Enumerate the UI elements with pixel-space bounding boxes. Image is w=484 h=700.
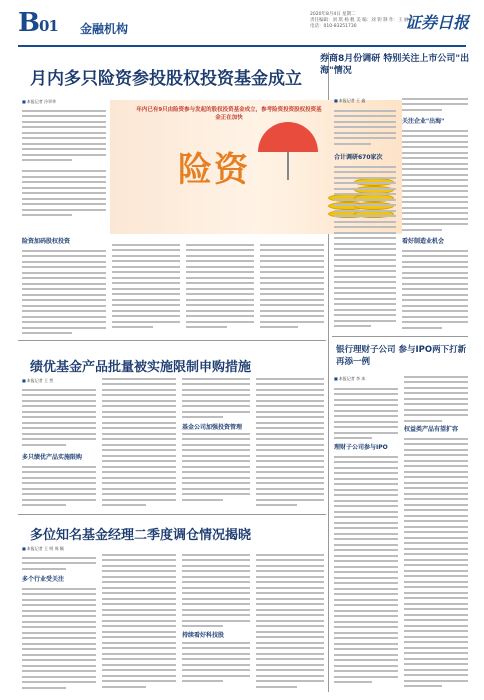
article1-subhead: 险资加码股权投资 — [22, 238, 71, 245]
side-body-col2c — [402, 246, 468, 332]
side-body-col1b — [334, 162, 396, 332]
side-subhead-1: 合计调研670家次 — [334, 154, 383, 161]
article4-subhead-1: 多个行业受关注 — [22, 576, 65, 583]
side-body-col2b — [402, 126, 468, 234]
section-name: 金融机构 — [80, 22, 129, 36]
article1-headline: 月内多只险资参投股权投资基金成立 — [30, 69, 302, 89]
article4-body-col1 — [22, 553, 96, 571]
section-divider — [332, 336, 468, 337]
article1-body-col1b — [22, 246, 106, 336]
article4-body-col2 — [102, 550, 176, 692]
illustration-word: 险资 — [178, 150, 250, 190]
article4-body-col1b — [22, 584, 96, 692]
article3-body-col2 — [404, 372, 468, 422]
article1-body-col3 — [186, 240, 254, 336]
article2-body-col3 — [182, 374, 250, 510]
article4-byline: ■ 本报记者 王 明 周 颖 — [22, 546, 64, 552]
article3-body-col1 — [334, 384, 398, 440]
article1-byline: ■ 本报记者 冷翠华 — [22, 99, 56, 105]
article2-byline: ■ 本报记者 王 然 — [22, 378, 53, 384]
paper-logo: 证券日报 — [405, 13, 470, 32]
section-divider — [18, 340, 326, 341]
illustration-caption: 年内已有9只由险资参与发起的股权投资基金成立，参考险资投资股权投资基金正在加快 — [136, 107, 322, 121]
article1-body-col2 — [112, 240, 180, 336]
article2-headline: 绩优基金产品批量被实施限制申购措施 — [30, 360, 252, 375]
masthead — [0, 0, 484, 46]
article4-subhead-2: 持续看好科技股 — [182, 632, 225, 639]
article2-body-col4 — [256, 374, 324, 510]
article3-subhead-1: 理财子公司参与IPO — [334, 444, 388, 451]
article4-body-col3 — [182, 550, 250, 692]
umbrella-handle — [287, 152, 289, 180]
article2-subhead-2: 基金公司加强投资管理 — [182, 424, 243, 431]
side-subhead-2: 关注企业"出海" — [402, 118, 445, 125]
side-body-col2 — [402, 94, 468, 114]
article3-byline: ■ 本报记者 李 冰 — [334, 376, 365, 382]
umbrella-graphic — [258, 122, 318, 152]
article3-body-col1b — [334, 452, 398, 692]
article1-body-col1 — [22, 106, 106, 230]
article4-body-col4 — [256, 550, 324, 692]
article2-body-col2 — [102, 374, 176, 510]
article4-headline: 多位知名基金经理二季度调仓情况揭晓 — [30, 528, 252, 543]
article2-subhead-1: 多只绩优产品实施限购 — [22, 454, 83, 461]
article2-body-col1b — [22, 462, 96, 510]
article3-subhead-2: 权益类产品有望扩容 — [404, 426, 459, 433]
side-subhead-3: 看好制造业机会 — [402, 238, 445, 245]
header-rule — [18, 45, 466, 47]
article3-headline: 银行理财子公司 参与IPO两下打新再添一例 — [336, 345, 467, 367]
side-byline: ■ 本报记者 王 鑫 — [334, 98, 365, 104]
side-body-col1 — [334, 106, 396, 148]
article3-body-col2b — [404, 434, 468, 692]
section-divider — [18, 514, 326, 515]
article2-body-col1 — [22, 385, 96, 449]
page-code: B01 — [18, 8, 58, 38]
article1-body-col4 — [260, 240, 324, 336]
issue-info: 2020年8月4日 星期二 责任编辑：刘 琪 杨 帆 美 编：刘 钥 制 作：王 丽 凤 电话：010-83251730 — [310, 12, 415, 29]
side-headline: 券商8月份调研 特别关注上市公司"出海"情况 — [320, 54, 470, 76]
